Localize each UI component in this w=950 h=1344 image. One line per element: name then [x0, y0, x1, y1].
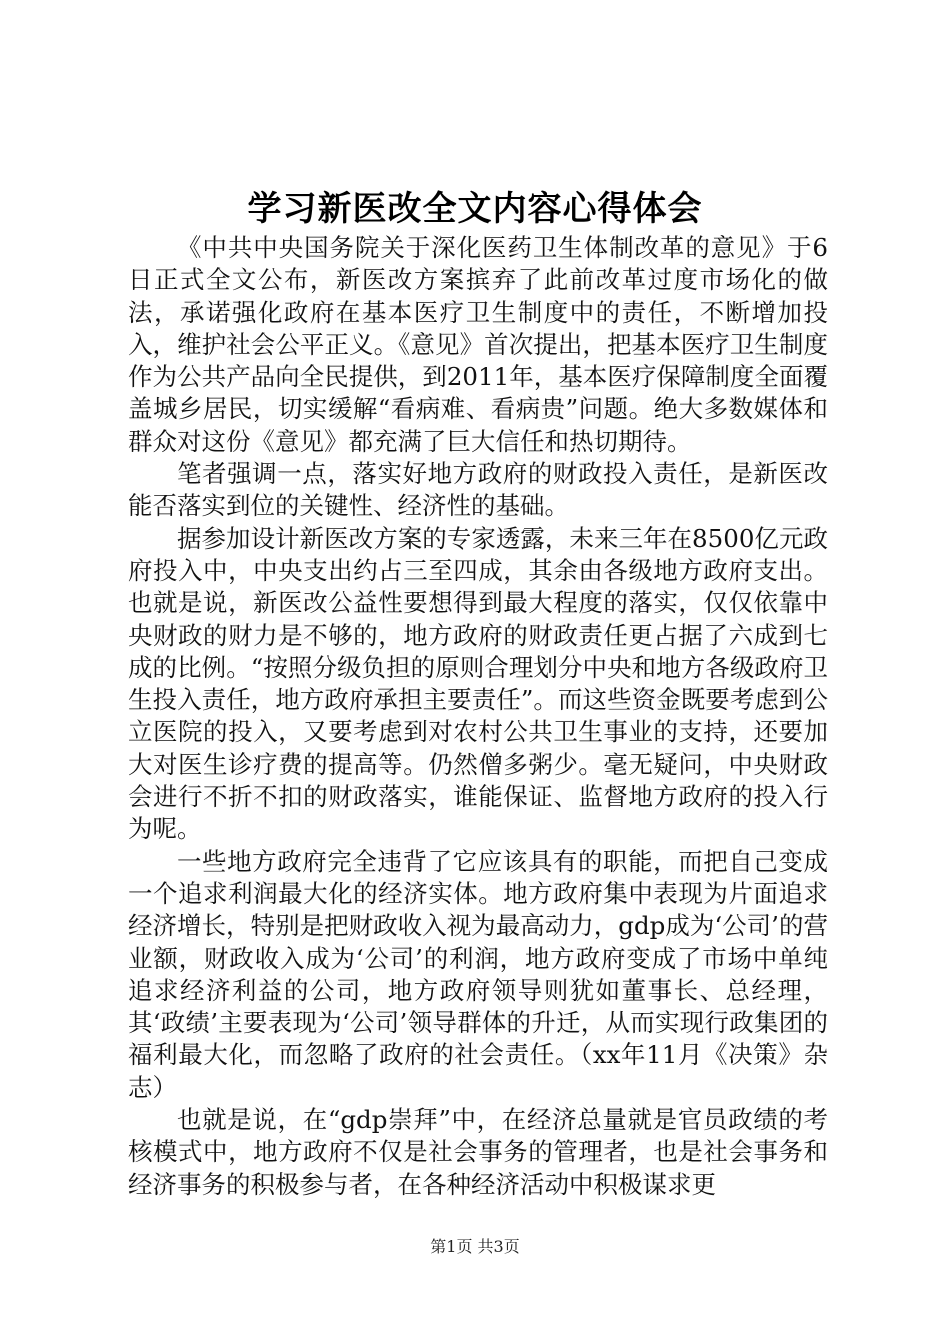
paragraph: 也就是说，在“gdp崇拜”中，在经济总量就是官员政绩的考核模式中，地方政府不仅是社会事务的管理者，也是社会事务和经济事务的积极参与者，在各种经济活动中积极谋求更 — [128, 1105, 828, 1199]
paragraph: 《中共中央国务院关于深化医药卫生体制改革的意见》于6日正式全文公布，新医改方案摈弃了此前改革过度市场化的做法，承诺强化政府在基本医疗卫生制度中的责任，不断增加投入，维护社会公平正义。《意见》首次提出，把基本医疗卫生制度作为公共产品向全民提供，到2011年，基本医疗保障制度全面覆盖城乡居民，切实缓解“看病难、看病贵”问题。绝大多数媒体和群众对这份《意见》都充满了巨大信任和热切期待。 — [128, 233, 828, 456]
page-footer: 第1页 共3页 — [430, 1237, 520, 1256]
document-body — [128, 232, 828, 1201]
paragraph: 据参加设计新医改方案的专家透露，未来三年在8500亿元政府投入中，中央支出约占三至四成，其余由各级地方政府支出。也就是说，新医改公益性要想得到最大程度的落实，仅仅依靠中央财政的财力是不够的，地方政府的财政责任更占据了六成到七成的比例。“按照分级负担的原则合理划分中央和地方各级政府卫生投入责任，地方政府承担主要责任”。而这些资金既要考虑到公立医院的投入，又要考虑到对农村公共卫生事业的支持，还要加大对医生诊疗费的提高等。仍然僧多粥少。毫无疑问，中央财政会进行不折不扣的财政落实，谁能保证、监督地方政府的投入行为呢。 — [128, 523, 828, 844]
paragraph: 一些地方政府完全违背了它应该具有的职能，而把自己变成一个追求利润最大化的经济实体。地方政府集中表现为片面追求经济增长，特别是把财政收入视为最高动力，gdp成为‘公司’的营业额，财政收入成为‘公司’的利润，地方政府变成了市场中单纯追求经济利益的公司，地方政府领导则犹如董事长、总经理，其‘政绩’主要表现为‘公司’领导群体的升迁，从而实现行政集团的福利最大化，而忽略了政府的社会责任。（xx年11月《决策》杂志） — [128, 846, 828, 1102]
document-title: 学习新医改全文内容心得体会 — [247, 189, 703, 229]
paragraph: 笔者强调一点，落实好地方政府的财政投入责任，是新医改能否落实到位的关键性、经济性的基础。 — [128, 459, 828, 521]
